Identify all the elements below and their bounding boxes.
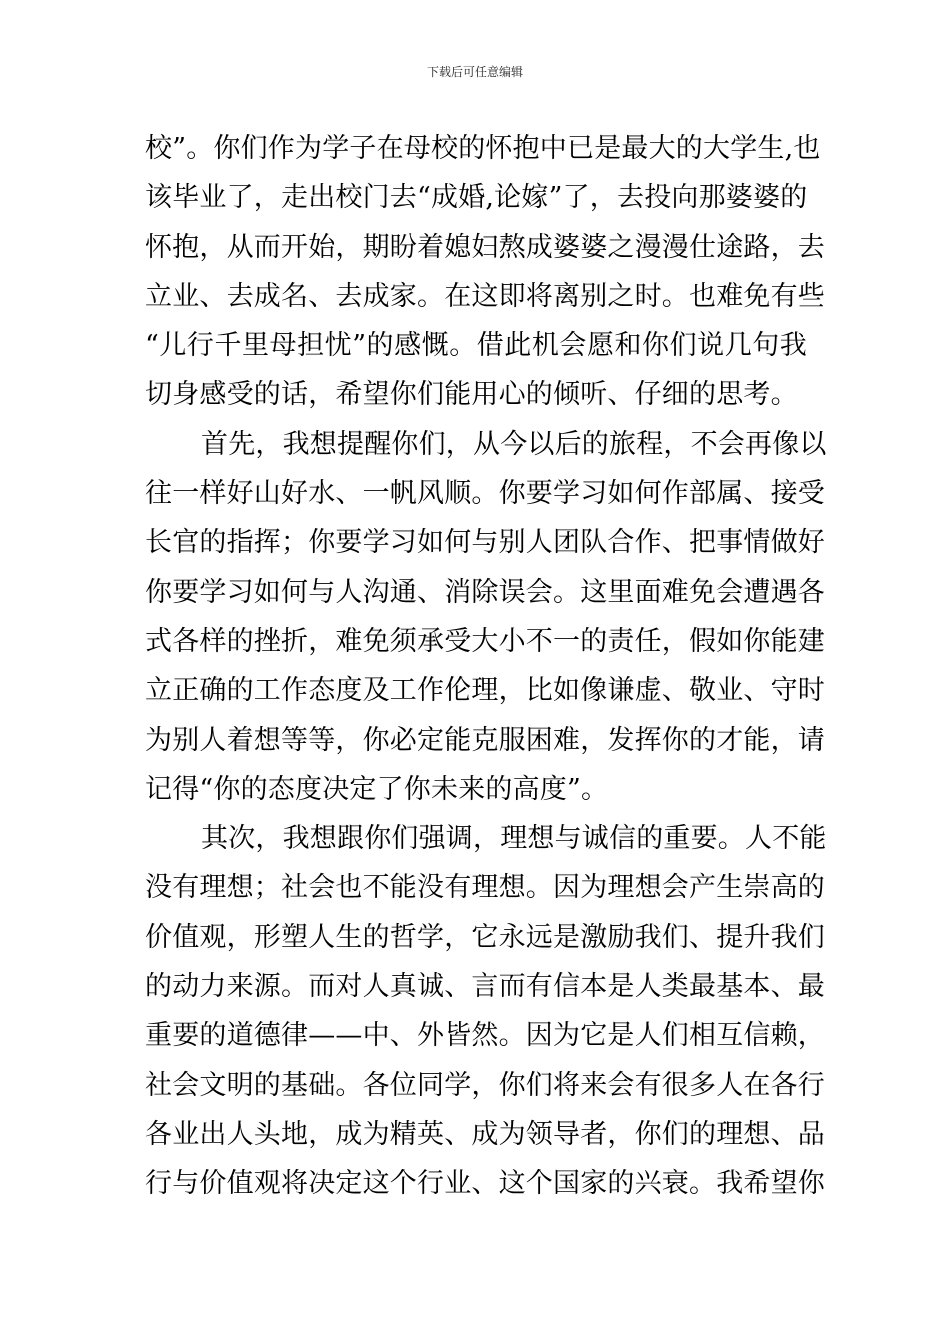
text-line: 社会文明的基础。各位同学，你们将来会有很多人在各行 [145,1069,825,1101]
text-line: 长官的指挥；你要学习如何与别人团队合作、把事情做好 [145,527,825,559]
text-line: 校”。你们作为学子在母校的怀抱中已是最大的大学生,也 [145,133,821,164]
text-line: 怀抱，从而开始，期盼着媳妇熬成婆婆之漫漫仕途路，去 [145,231,825,263]
text-line: 价值观，形塑人生的哲学，它永远是激励我们、提升我们 [145,921,825,953]
text-line: 切身感受的话，希望你们能用心的倾听、仔细的思考。 [145,379,798,411]
text-line: 为别人着想等等，你必定能克服困难，发挥你的才能，请 [145,724,825,756]
text-line: 重要的道德律——中、外皆然。因为它是人们相互信赖， [145,1020,825,1052]
text-line: 记得“你的态度决定了你未来的高度”。 [145,773,609,805]
text-line: 首先，我想提醒你们，从今以后的旅程，不会再像以 [201,428,827,460]
text-line: “儿行千里母担忧”的感慨。借此机会愿和你们说几句我 [145,330,807,362]
page-header: 下载后可任意编辑 [426,65,523,79]
text-line: 该毕业了，走出校门去“成婚,论嫁”了，去投向那婆婆的 [145,182,808,214]
text-line: 的动力来源。而对人真诚、言而有信本是人类最基本、最 [145,971,825,1003]
text-line: 式各样的挫折，难免须承受大小不一的责任，假如你能建 [145,625,825,657]
text-line: 立业、去成名、去成家。在这即将离别之时。也难免有些 [145,280,825,312]
text-line: 立正确的工作态度及工作伦理，比如像谦虚、敬业、守时 [145,675,825,707]
text-line: 你要学习如何与人沟通、消除误会。这里面难免会遭遇各 [145,576,825,608]
document-body [145,124,827,1209]
text-line: 各业出人头地，成为精英、成为领导者，你们的理想、品 [145,1118,825,1150]
text-line: 行与价值观将决定这个行业、这个国家的兴衰。我希望你 [145,1168,825,1200]
text-line: 没有理想；社会也不能没有理想。因为理想会产生崇高的 [145,872,825,904]
text-line: 往一样好山好水、一帆风顺。你要学习如何作部属、接受 [145,478,825,510]
text-line: 其次，我想跟你们强调，理想与诚信的重要。人不能 [201,823,827,855]
